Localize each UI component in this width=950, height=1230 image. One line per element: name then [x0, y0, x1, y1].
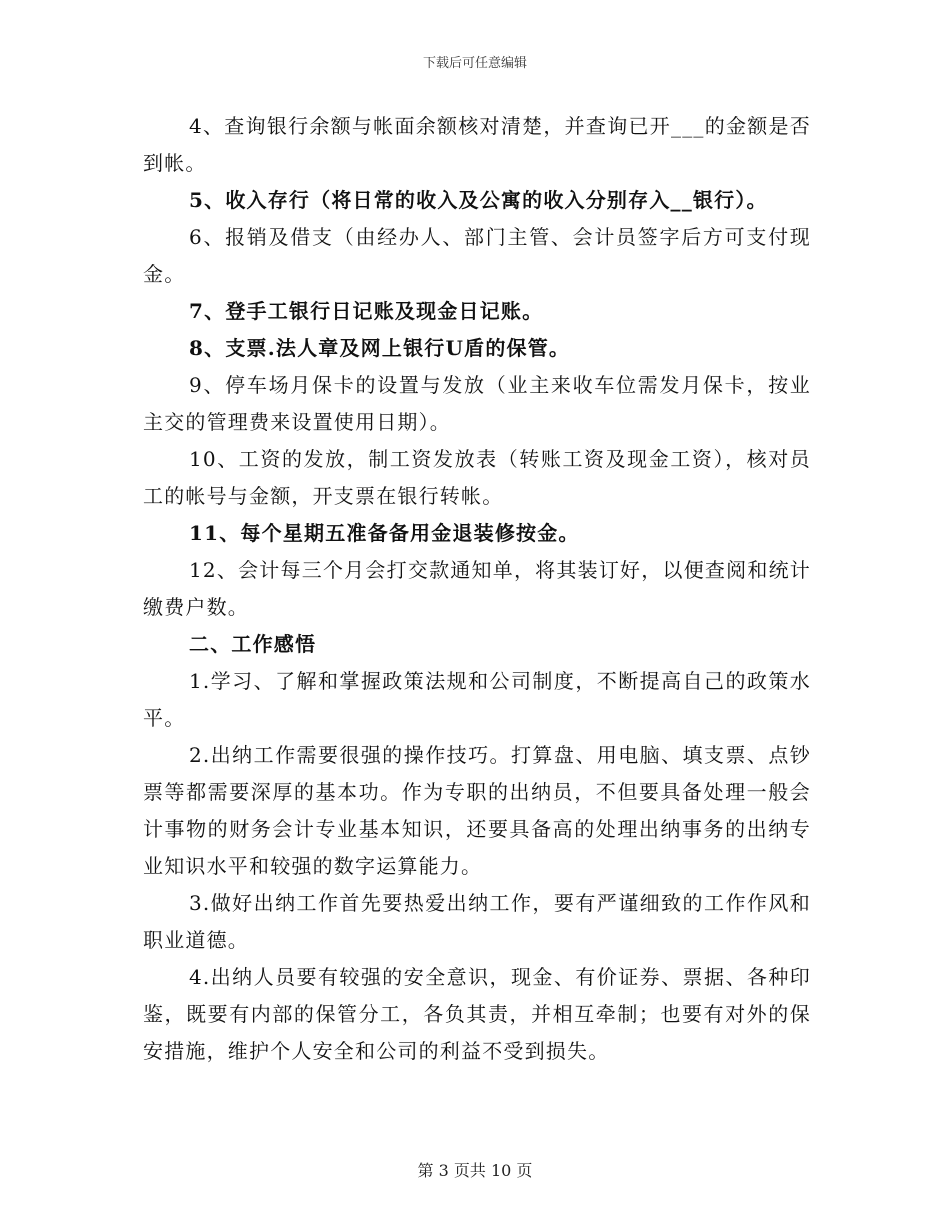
paragraph-1: 4、查询银行余额与帐面余额核对清楚，并查询已开___的金额是否到帐。: [143, 114, 811, 175]
paragraph-2: 5、收入存行（将日常的收入及公寓的收入分别存入__银行）。: [189, 188, 768, 212]
paragraph-3: 6、报销及借支（由经办人、部门主管、会计员签字后方可支付现金。: [143, 225, 811, 286]
paragraph-9: 12、会计每三个月会打交款通知单，将其装订好，以便查阅和统计缴费户数。: [143, 558, 811, 619]
document-body: [143, 108, 811, 1070]
paragraph-11: 2.出纳工作需要很强的操作技巧。打算盘、用电脑、填支票、点钞票等都需要深厚的基本功。作为专职的出纳员，不但要具备处理一般会计事物的财务会计专业基本知识，还要具备高的处理出纳事务的出纳专业知识水平和较强的数字运算能力。: [143, 743, 811, 878]
page-header: 下载后可任意编辑: [422, 56, 527, 71]
paragraph-13: 4.出纳人员要有较强的安全意识，现金、有价证券、票据、各种印鉴，既要有内部的保管分工，各负其责，并相互牵制；也要有对外的保安措施，维护个人安全和公司的利益不受到损失。: [143, 965, 811, 1063]
paragraph-10: 1.学习、了解和掌握政策法规和公司制度，不断提高自己的政策水平。: [143, 669, 811, 730]
paragraph-7: 10、工资的发放，制工资发放表（转账工资及现金工资），核对员工的帐号与金额，开支票在银行转帐。: [143, 447, 811, 508]
paragraph-12: 3.做好出纳工作首先要热爱出纳工作，要有严谨细致的工作作风和职业道德。: [143, 891, 811, 952]
paragraph-4: 7、登手工银行日记账及现金日记账。: [189, 299, 544, 323]
paragraph-6: 9、停车场月保卡的设置与发放（业主来收车位需发月保卡，按业主交的管理费来设置使用日期）。: [143, 373, 811, 434]
paragraph-8: 11、每个星期五准备备用金退装修按金。: [189, 521, 580, 545]
paragraph-5: 8、支票.法人章及网上银行U盾的保管。: [189, 336, 571, 360]
section-heading: 二、工作感悟: [189, 632, 317, 656]
page-footer: 第 3 页共 10 页: [417, 1161, 533, 1180]
